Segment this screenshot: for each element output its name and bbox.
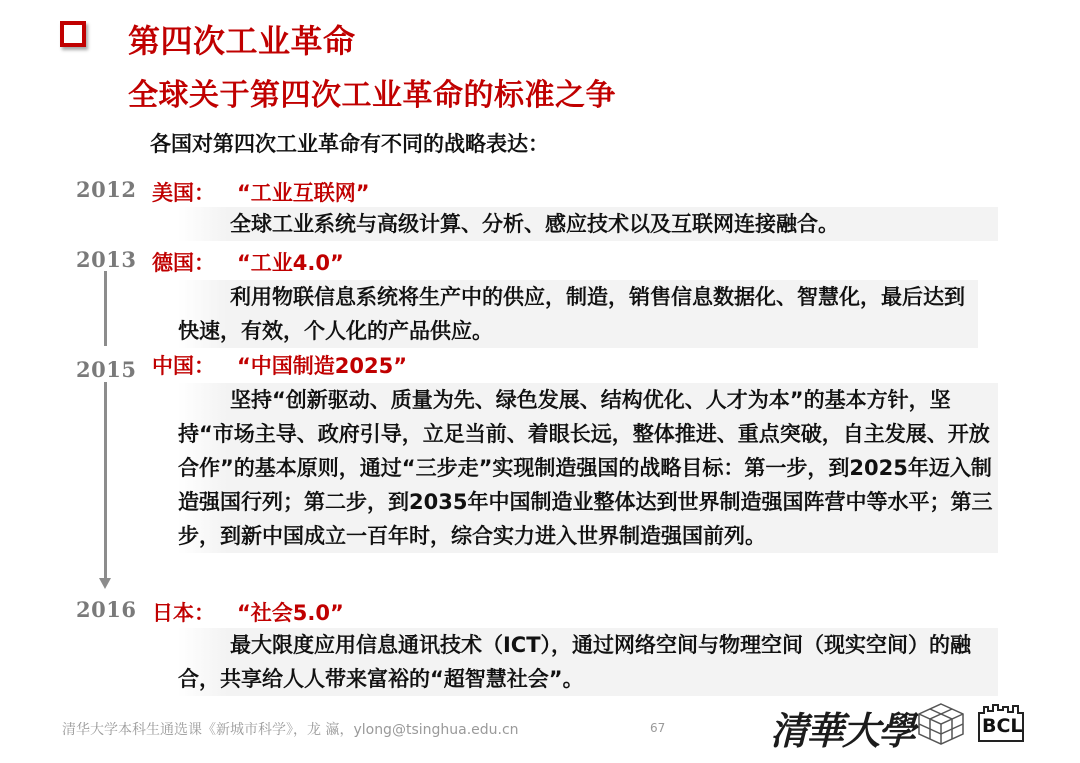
timeline-line [104, 271, 107, 346]
country-description: 坚持“创新驱动、质量为先、绿色发展、结构优化、人才为本”的基本方针，坚持“市场主导、政府引导，立足当前、着眼长远，整体推进、重点突破，自主发展、开放合作”的基本原则，通过“三步走”实现制造强国的战略目标：第一步，到2025年迈入制造强国行列；第二步，到2035年中国制造业整体达到世界制造强国阵营中等水平；第三步，到新中国成立一百年时，综合实力进入世界制造强国前列。 [178, 383, 998, 553]
country-name: 中国： [152, 354, 215, 378]
cube-logo-icon [916, 702, 966, 746]
year-label: 2013 [76, 247, 137, 272]
year-label: 2012 [76, 177, 137, 202]
initiative-name: “中国制造2025” [237, 354, 408, 378]
country-heading [152, 350, 407, 380]
country-name: 德国： [152, 251, 215, 275]
country-heading [152, 177, 370, 207]
country-name: 日本： [152, 601, 215, 625]
country-description: 最大限度应用信息通讯技术（ICT），通过网络空间与物理空间（现实空间）的融合，共享给人人带来富裕的“超智慧社会”。 [178, 628, 998, 696]
page-number: 67 [650, 721, 666, 735]
tsinghua-logo: 清華大學 [770, 708, 915, 753]
country-description: 利用物联信息系统将生产中的供应，制造，销售信息数据化、智慧化，最后达到快速，有效，个人化的产品供应。 [178, 280, 978, 348]
initiative-name: “工业4.0” [237, 251, 344, 275]
country-heading [152, 247, 344, 277]
footer-course-info: 清华大学本科生通选课《新城市科学》，龙 瀛，ylong@tsinghua.edu.cn [62, 722, 519, 738]
slide-subtitle: 全球关于第四次工业革命的标准之争 [128, 78, 616, 113]
year-label: 2015 [76, 357, 137, 382]
intro-text: 各国对第四次工业革命有不同的战略表达： [150, 132, 549, 156]
slide-title: 第四次工业革命 [128, 22, 356, 60]
country-heading [152, 597, 344, 627]
year-label: 2016 [76, 597, 137, 622]
bullet-square-icon [60, 21, 86, 47]
country-name: 美国： [152, 181, 215, 205]
timeline-arrow-icon [99, 578, 111, 589]
bcl-logo-text: BCL [982, 715, 1023, 737]
initiative-name: “工业互联网” [237, 181, 370, 205]
timeline-line [104, 382, 107, 580]
initiative-name: “社会5.0” [237, 601, 344, 625]
country-description: 全球工业系统与高级计算、分析、感应技术以及互联网连接融合。 [178, 207, 998, 241]
